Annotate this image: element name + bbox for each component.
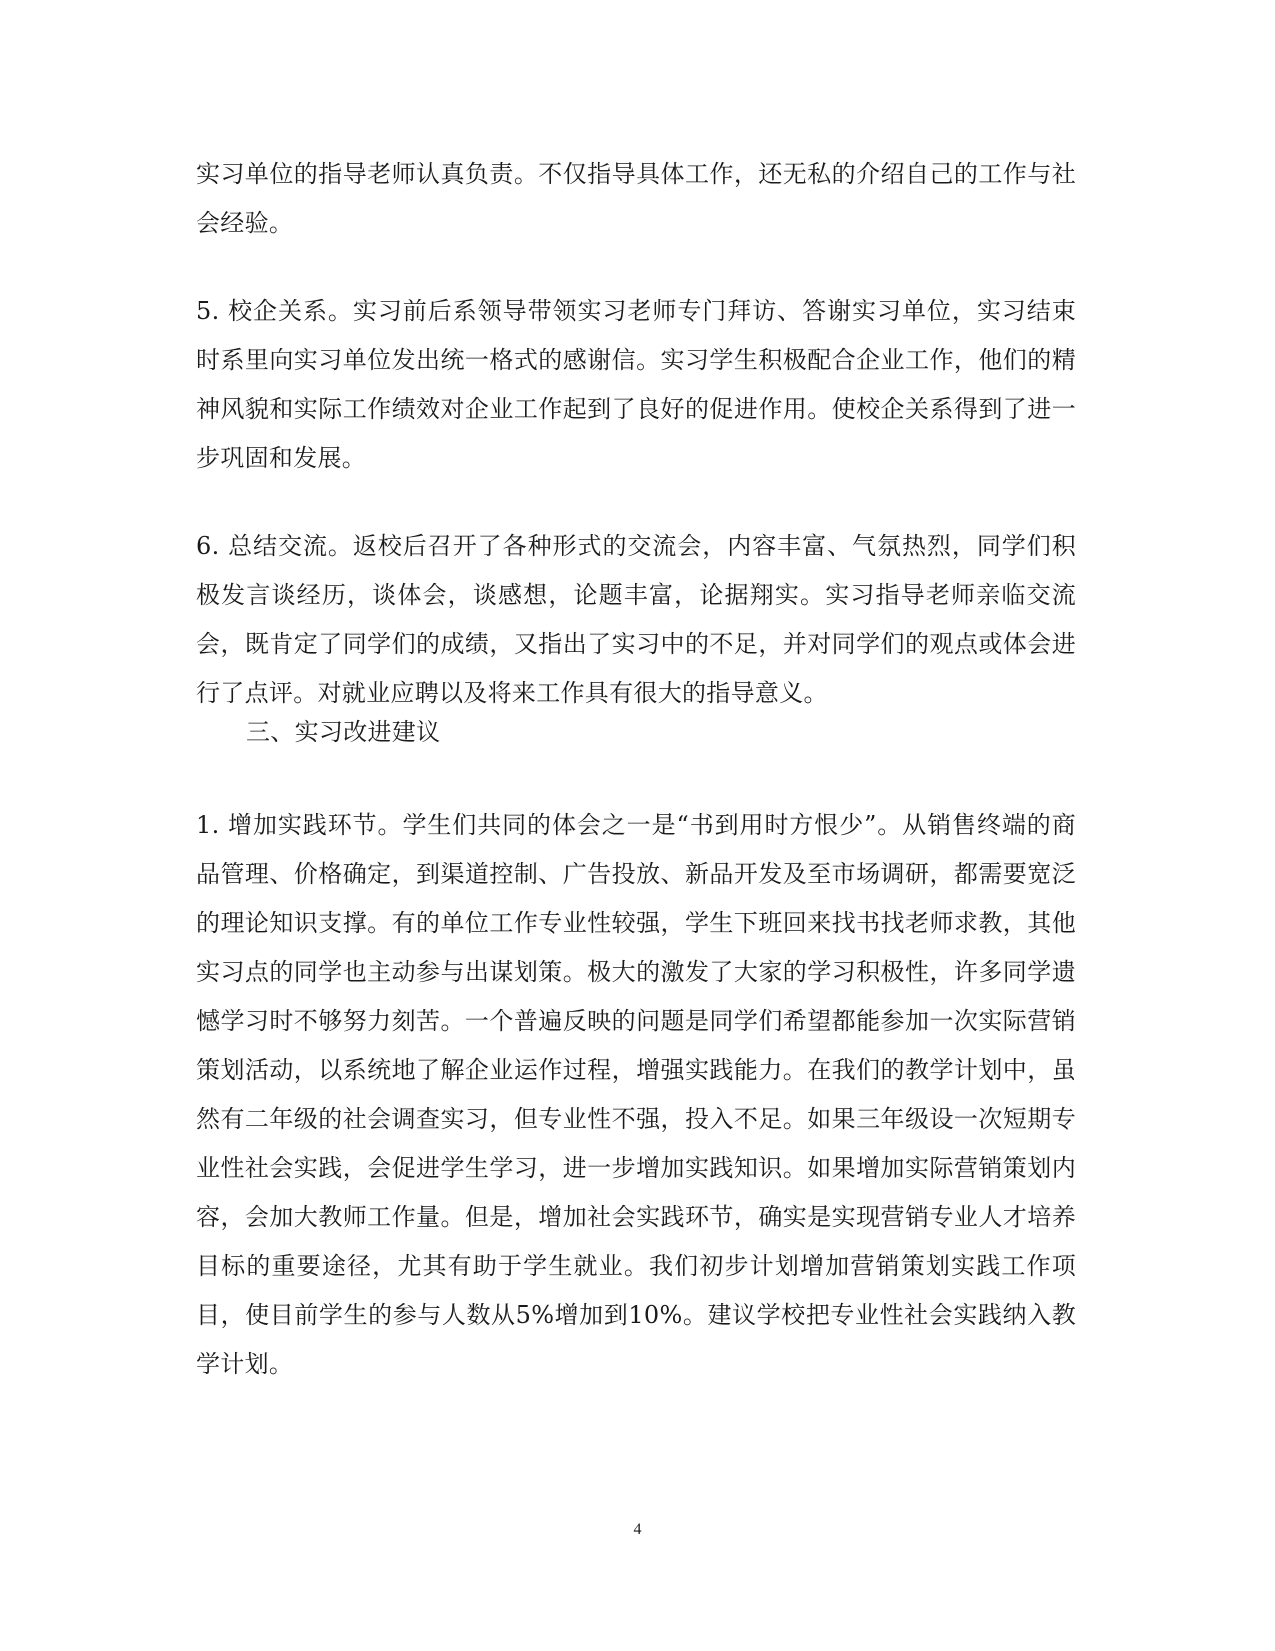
page-number: 4: [633, 1521, 642, 1538]
section-heading: 三、实习改进建议: [246, 718, 441, 746]
paragraph-summary-exchange: 6. 总结交流。返校后召开了各种形式的交流会，内容丰富、气氛热烈，同学们积极发言谈经历，谈体会，谈感想，论题丰富，论据翔实。实习指导老师亲临交流会，既肯定了同学们的成绩，又指出了实习中的不足，并对同学们的观点或体会进行了点评。对就业应聘以及将来工作具有很大的指导意义。: [196, 532, 1076, 707]
paragraph-internship-mentors: 实习单位的指导老师认真负责。不仅指导具体工作，还无私的介绍自己的工作与社会经验。: [196, 160, 1076, 237]
paragraph-add-practice: 1. 增加实践环节。学生们共同的体会之一是“书到用时方恨少”。从销售终端的商品管理、价格确定，到渠道控制、广告投放、新品开发及至市场调研，都需要宽泛的理论知识支撑。有的单位工作专业性较强，学生下班回来找书找老师求教，其他实习点的同学也主动参与出谋划策。极大的激发了大家的学习积极性，许多同学遗憾学习时不够努力刻苦。一个普遍反映的问题是同学们希望都能参加一次实际营销策划活动，以系统地了解企业运作过程，增强实践能力。在我们的教学计划中，虽然有二年级的社会调查实习，但专业性不强，投入不足。如果三年级设一次短期专业性社会实践，会促进学生学习，进一步增加实践知识。如果增加实际营销策划内容，会加大教师工作量。但是，增加社会实践环节，确实是实现营销专业人才培养目标的重要途径，尤其有助于学生就业。我们初步计划增加营销策划实践工作项目，使目前学生的参与人数从5%增加到10%。建议学校把专业性社会实践纳入教学计划。: [196, 811, 1076, 1378]
paragraph-school-enterprise-relations: 5. 校企关系。实习前后系领导带领实习老师专门拜访、答谢实习单位，实习结束时系里向实习单位发出统一格式的感谢信。实习学生积极配合企业工作，他们的精神风貌和实际工作绩效对企业工作起到了良好的促进作用。使校企关系得到了进一步巩固和发展。: [196, 297, 1076, 472]
